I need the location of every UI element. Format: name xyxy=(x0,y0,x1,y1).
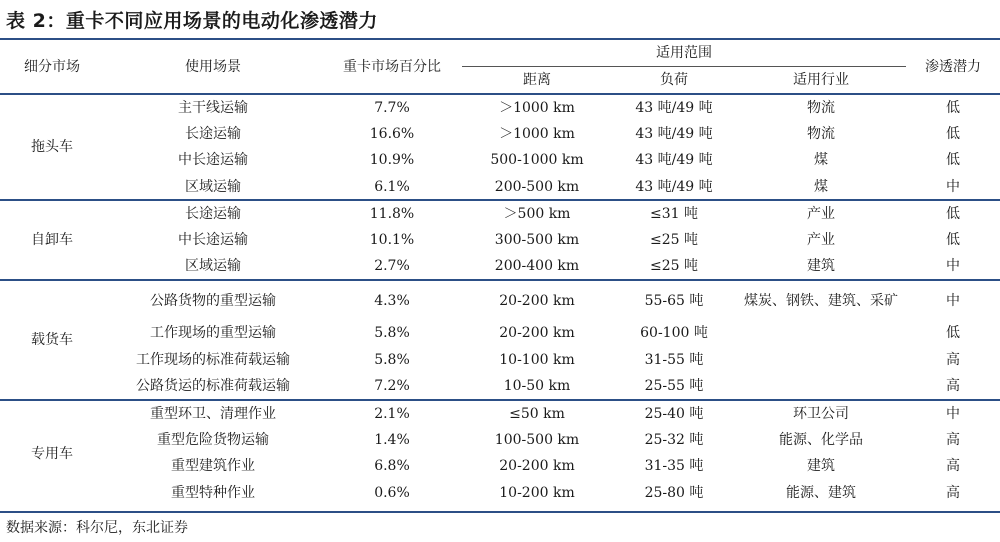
industry-cell xyxy=(736,347,906,374)
header-load: 负荷 xyxy=(612,67,736,95)
table-title: 表 2：重卡不同应用场景的电动化渗透潜力 xyxy=(6,10,378,32)
potential-cell: 中 xyxy=(946,405,961,422)
table-row xyxy=(0,320,1000,347)
distance-cell: 10-100 km xyxy=(499,352,575,369)
potential-cell: 低 xyxy=(946,325,961,342)
share-cell: 10.9% xyxy=(369,152,415,169)
scenario-cell: 工作现场的标准荷载运输 xyxy=(136,352,290,369)
scenario-cell: 主干线运输 xyxy=(178,99,248,116)
header-potential: 渗透潜力 xyxy=(906,40,1000,94)
load-cell: 25-32 吨 xyxy=(644,431,704,448)
industry-cell: 建筑 xyxy=(736,254,906,281)
load-cell: ≤31 吨 xyxy=(650,206,698,223)
source-note: 数据来源：科尔尼，东北证券 xyxy=(6,520,188,536)
industry-cell: 环卫公司 xyxy=(793,405,850,422)
share-cell: 2.1% xyxy=(374,405,410,422)
data-table xyxy=(0,40,1000,506)
scenario-cell: 重型建筑作业 xyxy=(171,458,255,475)
table-row xyxy=(0,373,1000,400)
industry-cell: 物流 xyxy=(807,99,836,116)
industry-cell: 产业 xyxy=(807,206,836,223)
potential-cell: 低 xyxy=(946,125,961,142)
share-cell: 11.8% xyxy=(369,206,415,223)
table-row xyxy=(0,94,1000,121)
industry-cell xyxy=(736,373,906,400)
load-cell: 43 吨/49 吨 xyxy=(612,174,736,201)
share-cell: 6.8% xyxy=(374,458,410,475)
table-row xyxy=(0,147,1000,174)
distance-cell: ≤50 km xyxy=(509,405,565,422)
load-cell: 60-100 吨 xyxy=(640,325,708,342)
load-cell: ≤25 吨 xyxy=(612,254,736,281)
load-cell: 25-40 吨 xyxy=(644,405,704,422)
distance-cell: 10-200 km xyxy=(499,485,575,502)
industry-cell xyxy=(736,320,906,347)
industry-cell: 煤炭、钢铁、建筑、采矿 xyxy=(744,292,899,309)
header-segment: 细分市场 xyxy=(0,40,104,94)
industry-cell: 煤 xyxy=(814,152,829,169)
potential-cell: 低 xyxy=(946,206,961,223)
potential-cell: 中 xyxy=(906,174,1000,201)
table-row xyxy=(0,254,1000,281)
table-row xyxy=(0,347,1000,374)
load-cell: 43 吨/49 吨 xyxy=(635,99,713,116)
table-row xyxy=(0,200,1000,227)
potential-cell: 低 xyxy=(946,152,961,169)
scenario-cell: 重型危险货物运输 xyxy=(157,431,269,448)
table-row xyxy=(0,400,1000,427)
table-row xyxy=(0,174,1000,201)
share-cell: 2.7% xyxy=(322,254,462,281)
header-distance: 距离 xyxy=(462,67,612,95)
load-cell: ≤25 吨 xyxy=(650,232,698,249)
potential-cell: 中 xyxy=(906,254,1000,281)
share-cell: 0.6% xyxy=(374,485,410,502)
distance-cell: 10-50 km xyxy=(462,373,612,400)
scenario-cell: 中长途运输 xyxy=(178,232,248,249)
distance-cell: 20-200 km xyxy=(499,325,575,342)
share-cell: 5.8% xyxy=(374,352,410,369)
bottom-rule xyxy=(0,511,1000,513)
share-cell: 7.7% xyxy=(374,99,410,116)
industry-cell: 建筑 xyxy=(807,458,836,475)
segment-cell: 载货车 xyxy=(0,280,104,400)
scenario-cell: 区域运输 xyxy=(104,174,322,201)
load-cell: 25-80 吨 xyxy=(644,485,704,502)
distance-cell: ＞1000 km xyxy=(499,99,575,116)
scenario-cell: 长途运输 xyxy=(185,206,241,223)
distance-cell: ＞1000 km xyxy=(499,125,575,142)
potential-cell: 中 xyxy=(946,292,961,309)
load-cell: 55-65 吨 xyxy=(644,292,704,309)
header-scenario: 使用场景 xyxy=(104,40,322,94)
distance-cell: 500-1000 km xyxy=(490,152,584,169)
header-share: 重卡市场百分比 xyxy=(322,40,462,94)
scenario-cell: 重型环卫、清理作业 xyxy=(150,405,276,422)
share-cell: 4.3% xyxy=(374,292,410,309)
potential-cell: 低 xyxy=(946,232,961,249)
table-row xyxy=(0,453,1000,480)
table-row xyxy=(0,480,1000,507)
industry-cell: 物流 xyxy=(807,125,836,142)
industry-cell: 能源、建筑 xyxy=(786,485,857,502)
load-cell: 43 吨/49 吨 xyxy=(635,125,713,142)
distance-cell: 300-500 km xyxy=(494,232,580,249)
scenario-cell: 长途运输 xyxy=(185,125,241,142)
header-industry: 适用行业 xyxy=(736,67,906,95)
potential-cell: 高 xyxy=(946,458,961,475)
distance-cell: 200-400 km xyxy=(462,254,612,281)
share-cell: 10.1% xyxy=(369,232,415,249)
load-cell: 31-35 吨 xyxy=(644,458,704,475)
share-cell: 1.4% xyxy=(374,431,410,448)
segment-cell: 自卸车 xyxy=(0,200,104,280)
industry-cell: 能源、化学品 xyxy=(779,431,864,448)
segment-cell: 拖头车 xyxy=(0,94,104,200)
load-cell: 43 吨/49 吨 xyxy=(635,152,713,169)
distance-cell: 20-200 km xyxy=(499,292,575,309)
potential-cell: 高 xyxy=(946,352,961,369)
scenario-cell: 公路货运的标准荷载运输 xyxy=(104,373,322,400)
distance-cell: 20-200 km xyxy=(499,458,575,475)
load-cell: 31-55 吨 xyxy=(644,352,704,369)
scenario-cell: 工作现场的重型运输 xyxy=(150,325,276,342)
potential-cell: 高 xyxy=(946,485,961,502)
load-cell: 25-55 吨 xyxy=(612,373,736,400)
share-cell: 16.6% xyxy=(369,125,415,142)
table-row xyxy=(0,121,1000,148)
scenario-cell: 区域运输 xyxy=(104,254,322,281)
scenario-cell: 重型特种作业 xyxy=(171,485,255,502)
segment-cell: 专用车 xyxy=(31,445,73,462)
distance-cell: 200-500 km xyxy=(462,174,612,201)
distance-cell: ＞500 km xyxy=(503,206,571,223)
scenario-cell: 公路货物的重型运输 xyxy=(150,292,276,309)
scenario-cell: 中长途运输 xyxy=(178,152,248,169)
industry-cell: 煤 xyxy=(736,174,906,201)
table-row xyxy=(0,227,1000,254)
potential-cell: 低 xyxy=(946,99,961,116)
table-row xyxy=(0,427,1000,454)
potential-cell: 高 xyxy=(906,373,1000,400)
potential-cell: 高 xyxy=(946,431,961,448)
share-cell: 6.1% xyxy=(322,174,462,201)
table-row xyxy=(0,280,1000,320)
header-range: 适用范围 xyxy=(462,40,906,67)
industry-cell: 产业 xyxy=(807,232,836,249)
share-cell: 5.8% xyxy=(374,325,410,342)
share-cell: 7.2% xyxy=(322,373,462,400)
distance-cell: 100-500 km xyxy=(494,431,580,448)
